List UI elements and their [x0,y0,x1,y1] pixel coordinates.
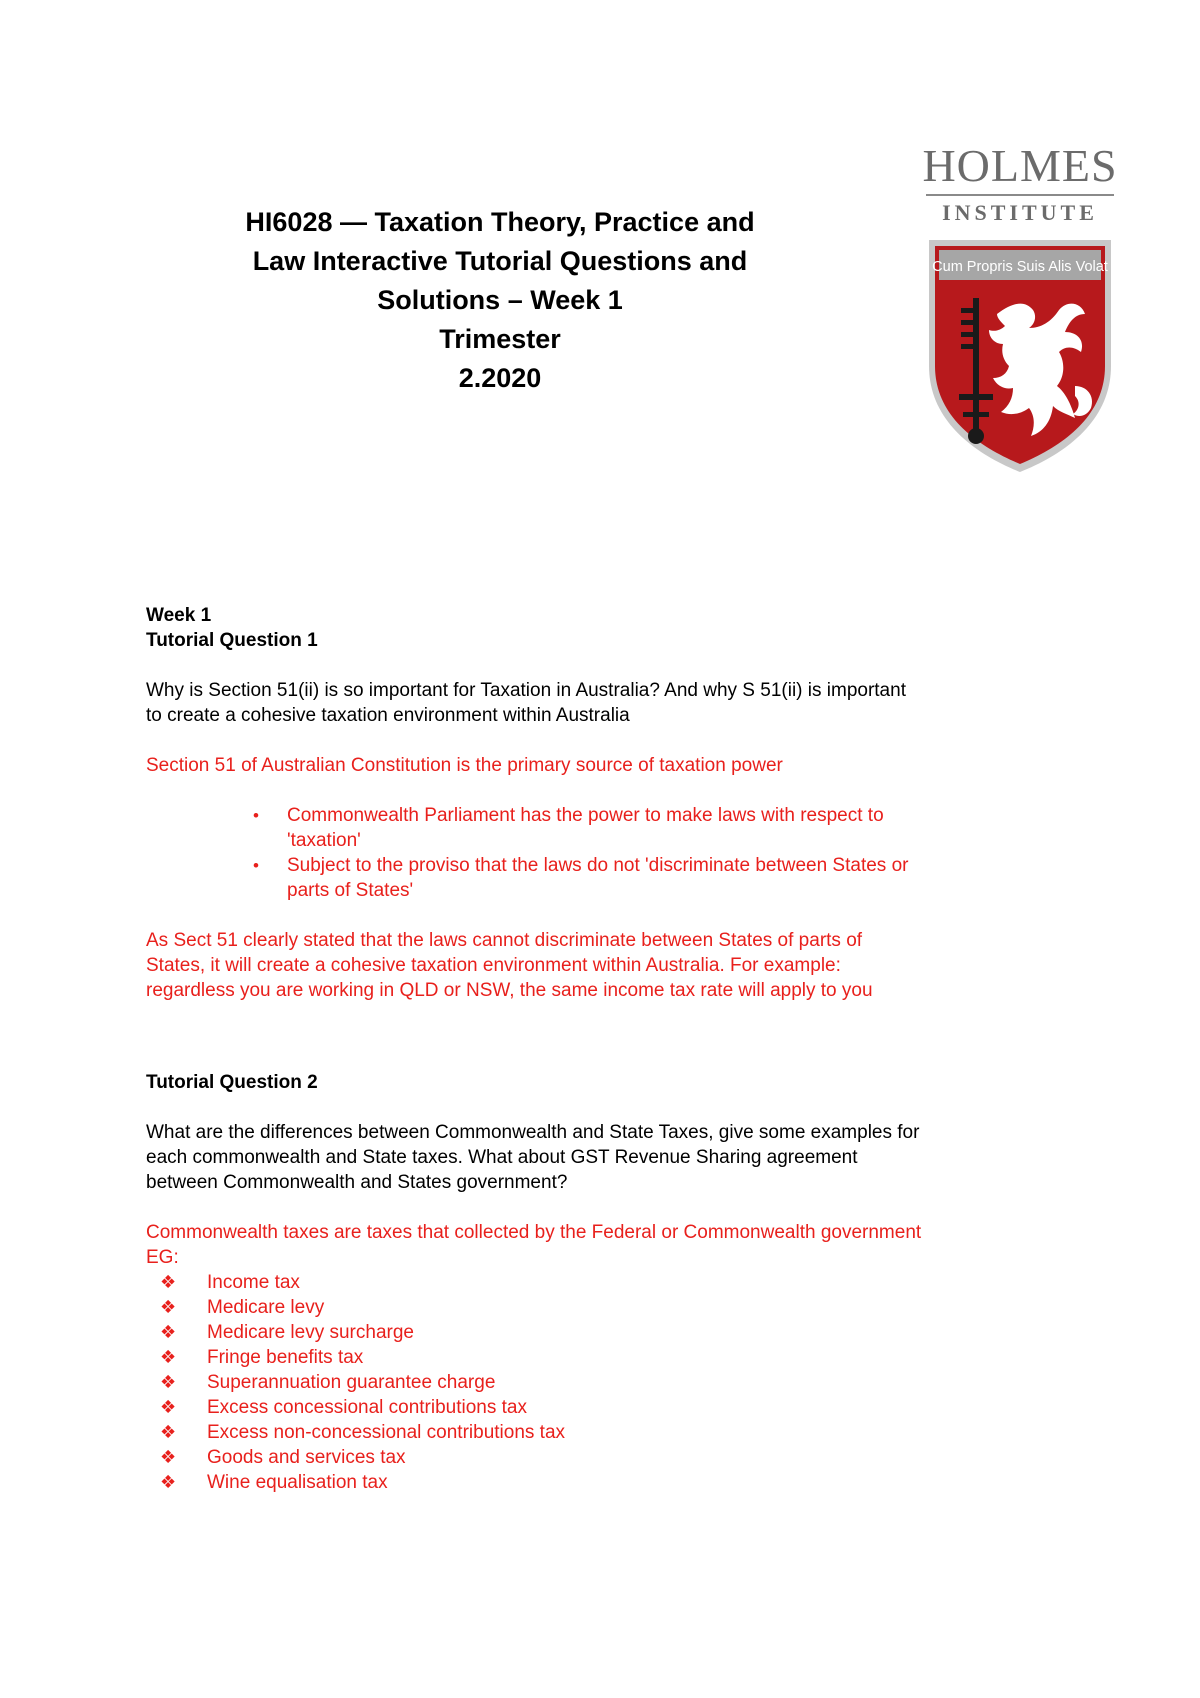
tax-item-label: Wine equalisation tax [207,1472,388,1493]
tax-item-label: Medicare levy [207,1297,325,1318]
logo-subname: INSTITUTE [942,200,1098,225]
week-heading: Week 1 [146,605,212,626]
tax-item-label: Fringe benefits tax [207,1347,364,1368]
q2-tax-list [146,1270,1076,1495]
list-item [160,1420,1076,1445]
shield-crest-icon [925,236,1115,476]
list-item [160,1295,1076,1320]
diamond-bullet-icon: ❖ [160,1347,177,1367]
diamond-bullet-icon: ❖ [160,1422,177,1442]
title-line-3: Solutions – Week 1 [377,285,623,315]
tax-item-label: Excess non-concessional contributions tax [207,1422,566,1443]
document-body [146,603,1076,1495]
title-line-5: 2.2020 [458,363,542,393]
list-item [253,853,1076,903]
tax-item-label: Medicare levy surcharge [207,1322,414,1343]
list-item [160,1470,1076,1495]
bullet-text-line-2: 'taxation' [287,830,361,851]
bullet-text-line-2: parts of States' [287,880,414,901]
q2-heading: Tutorial Question 2 [146,1072,318,1093]
diamond-bullet-icon: ❖ [160,1272,177,1292]
q1-heading: Tutorial Question 1 [146,630,318,651]
q1-question-line-2: to create a cohesive taxation environment within Australia [146,705,630,726]
diamond-bullet-icon: ❖ [160,1297,177,1317]
diamond-bullet-icon: ❖ [160,1322,177,1342]
diamond-bullet-icon: ❖ [160,1472,177,1492]
bullet-text-line-1: Subject to the proviso that the laws do not 'discriminate between States or [287,855,909,876]
bullet-text-line-1: Commonwealth Parliament has the power to make laws with respect to [287,805,884,826]
diamond-bullet-icon: ❖ [160,1447,177,1467]
list-item [160,1345,1076,1370]
tax-item-label: Goods and services tax [207,1447,406,1468]
document-title [180,203,820,398]
tax-item-label: Income tax [207,1272,300,1293]
logo-divider [926,194,1114,196]
title-line-2: Law Interactive Tutorial Questions and [252,246,748,276]
q1-answer-para-line-2: States, it will create a cohesive taxation environment within Australia. For example: [146,955,841,976]
list-item [160,1370,1076,1395]
logo-motto: Cum Propris Suis Alis Volat [932,259,1108,275]
title-line-1: HI6028 — Taxation Theory, Practice and [245,207,755,237]
q1-answer-para-line-3: regardless you are working in QLD or NSW, the same income tax rate will apply to you [146,980,873,1001]
holmes-institute-logo [920,142,1120,476]
q1-question-line-1: Why is Section 51(ii) is so important for Taxation in Australia? And why S 51(ii) is important [146,680,906,701]
q1-answer-bullets [146,803,1076,903]
list-item [160,1395,1076,1420]
q2-question-line-3: between Commonwealth and States government? [146,1172,568,1193]
bullet-icon: • [253,856,259,875]
q2-answer-line-2: EG: [146,1247,179,1268]
diamond-bullet-icon: ❖ [160,1372,177,1392]
q2-answer-line-1: Commonwealth taxes are taxes that collected by the Federal or Commonwealth government [146,1222,922,1243]
q1-answer-para-line-1: As Sect 51 clearly stated that the laws cannot discriminate between States of parts of [146,930,863,951]
title-line-4: Trimester [439,324,561,354]
tax-item-label: Excess concessional contributions tax [207,1397,527,1418]
q1-answer-intro: Section 51 of Australian Constitution is the primary source of taxation power [146,755,783,776]
list-item [160,1320,1076,1345]
logo-name: HOLMES [922,140,1118,191]
bullet-icon: • [253,806,259,825]
q2-question-line-2: each commonwealth and State taxes. What about GST Revenue Sharing agreement [146,1147,858,1168]
list-item [160,1445,1076,1470]
list-item [160,1270,1076,1295]
tax-item-label: Superannuation guarantee charge [207,1372,496,1393]
q2-question-line-1: What are the differences between Commonwealth and State Taxes, give some examples for [146,1122,920,1143]
diamond-bullet-icon: ❖ [160,1397,177,1417]
list-item [253,803,1076,853]
